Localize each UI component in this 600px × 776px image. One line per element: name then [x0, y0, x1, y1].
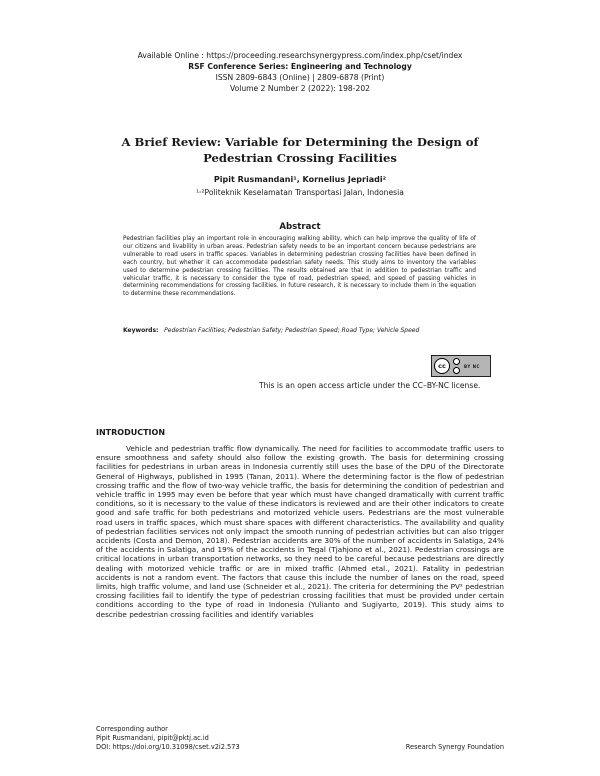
issn: ISSN 2809-6843 (Online) | 2809-6878 (Print) — [215, 73, 385, 82]
cc-license-badge[interactable] — [431, 355, 491, 377]
available-online-link[interactable]: Available Online : https://proceeding.researchsynergypress.com/index.php/cset/index — [137, 51, 463, 60]
nc-icon — [453, 367, 460, 374]
license-text: This is an open access article under the CC–BY-NC license. — [259, 381, 481, 390]
keywords — [123, 327, 483, 335]
corresponding-label: Corresponding author — [96, 725, 168, 733]
section-heading-introduction: INTRODUCTION — [96, 428, 166, 437]
introduction-body — [96, 444, 504, 619]
keywords-label: Keywords: — [123, 327, 159, 334]
footer-left — [96, 725, 240, 752]
intro-paragraph: Vehicle and pedestrian traffic flow dynamically. The need for facilities to accommodate traffic users to ensure smoothness and safety should also follow the existing growth. The basis for determining crossing facilities for pedestrians in urban areas in Indonesia currently still uses the base of the DPU of the Directorate General of Highways, published in 1995 (Tanan, 2011). Where the determining factor is the flow of pedestrian crossing traffic and the flow of two-way vehicle traffic, the basis for determining the condition of pedestrian and vehicle traffic in 1995 may even be before that year which must have changed dramatically with current traffic conditions, so it is necessary to the value of these indicators is reviewed and are their other indicators to create good and safe traffic for both pedestrians and motorized vehicle users. Pedestrians are the most vulnerable road users in traffic spaces, which must share spaces with different characteristics. The availability and quality of pedestrian facilities services not only impact the smooth running of pedestrian activities but can also trigger accidents (Costa and Demon, 2018). Pedestrian accidents are 30% of the number of accidents in Salatiga, 24% of the accidents in Salatiga, and 19% of the accidents in Tegal (Tjahjono et al., 2021). Pedestrian crossings are critical locations in urban transportation networks, so they need to be careful because pedestrians are directly dealing with motorized vehicle traffic or are in mixed traffic (Ahmed etal., 2021). Fatality in pedestrian accidents is not a random event. The factors that cause this include the number of lanes on the road, speed limits, high traffic volume, and land use (Schneider et al., 2021). The criteria for determining the PV² pedestrian crossing facilities fail to identify the type of pedestrian crossing facilities that must be provided under certain conditions according to the type of road in Indonesia (Yulianto and Sugiyarto, 2019). This study aims to describe pedestrian crossing facilities and identify variables — [96, 444, 504, 619]
journal-header — [0, 50, 600, 94]
cc-logo-icon: cc — [434, 358, 450, 374]
paper-title: A Brief Review: Variable for Determining the Design of Pedestrian Crossing Facilities — [121, 135, 479, 165]
cc-badge-label: BY NC — [464, 363, 480, 369]
doi-link[interactable]: DOI: https://doi.org/10.31098/cset.v2i2.573 — [96, 743, 240, 751]
authors: Pipit Rusmandani¹, Kornelius Jepriadi² — [213, 175, 387, 184]
abstract-heading: Abstract — [279, 222, 321, 232]
corresponding-email[interactable]: Pipit Rusmandani, pipit@pktj.ac.id — [96, 734, 209, 742]
affiliation: ¹˒²Politeknik Keselamatan Transportasi Jalan, Indonesia — [196, 188, 404, 197]
series-name: RSF Conference Series: Engineering and Technology — [188, 62, 412, 71]
cc-attribution-icons — [453, 358, 460, 374]
keywords-list: Pedestrian Facilities; Pedestrian Safety; Pedestrian Speed; Road Type; Vehicle Speed — [164, 327, 420, 334]
by-icon — [453, 358, 460, 365]
publisher-name: Research Synergy Foundation — [405, 743, 504, 751]
volume-info: Volume 2 Number 2 (2022): 198-202 — [229, 84, 371, 93]
abstract-text: Pedestrian facilities play an important role in encouraging walking ability, which can help improve the quality of life of our citizens and livability in urban areas. Pedestrian safety needs to be an important concern because pedestrians are vulnerable to road users in traffic spaces. Variables in determining pedestrian crossing facilities have been defined in each country, but whether it can accommodate pedestrian safety needs. This study aims to inventory the variables used to determine pedestrian crossing facilities. The results obtained are that in addition to pedestrian traffic and vehicular traffic, it is necessary to consider the type of road, pedestrian speed, and speed of passing vehicles in determining recommendations for crossing facilities. In future research, it is necessary to include them in the equation to determine these recommendations. — [123, 236, 476, 298]
